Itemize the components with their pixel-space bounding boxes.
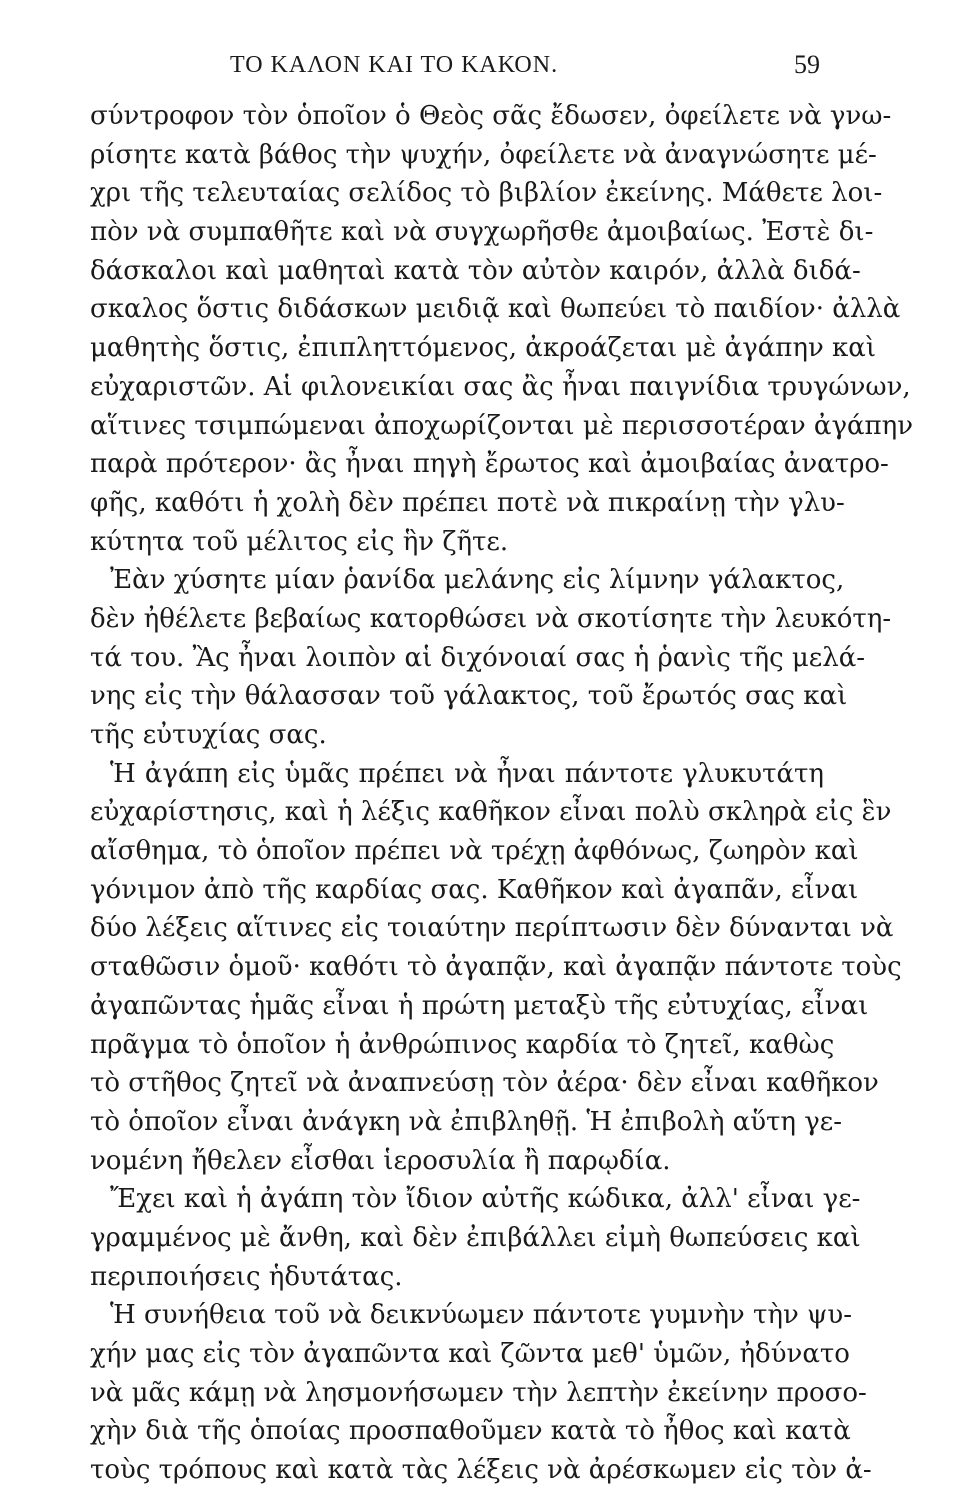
text-line: νὰ μᾶς κάμῃ νὰ λησμονήσωμεν τὴν λεπτὴν ἐκείνην προσο- <box>90 1377 867 1408</box>
text-line: τοὺς τρόπους καὶ κατὰ τὰς λέξεις νὰ ἀρέσκωμεν εἰς τὸν ἀ- <box>90 1455 872 1486</box>
text-line: νομένη ἤθελεν εἶσθαι ἱεροσυλία ἢ παρῳδία. <box>90 1145 671 1176</box>
text-line: εὐχαρίστησις, καὶ ἡ λέξις καθῆκον εἶναι πολὺ σκληρὰ εἰς ἓν <box>90 797 892 828</box>
text-line: τά του. Ἂς ἦναι λοιπὸν αἱ διχόνοιαί σας ἡ ῥανὶς τῆς μελά- <box>90 642 866 673</box>
text-line: φῆς, καθότι ἡ χολὴ δὲν πρέπει ποτὲ νὰ πικραίνῃ τὴν γλυ- <box>90 487 845 518</box>
text-line: ἀγαπῶντας ἡμᾶς εἶναι ἡ πρώτη μεταξὺ τῆς εὐτυχίας, εἶναι <box>90 990 869 1021</box>
text-line: αἴσθημα, τὸ ὁποῖον πρέπει νὰ τρέχῃ ἀφθόνως, ζωηρὸν καὶ <box>90 836 859 867</box>
text-line: τὸ ὁποῖον εἶναι ἀνάγκη νὰ ἐπιβληθῇ. Ἡ ἐπιβολὴ αὕτη γε- <box>90 1106 843 1137</box>
text-line: Ἡ ἀγάπη εἰς ὑμᾶς πρέπει νὰ ἦναι πάντοτε γλυκυτάτη <box>110 758 824 789</box>
text-line: παρὰ πρότερον· ἂς ἦναι πηγὴ ἔρωτος καὶ ἀμοιβαίας ἀνατρο- <box>90 449 889 480</box>
text-line: αἵτινες τσιμπώμεναι ἀποχωρίζονται μὲ περισσοτέραν ἀγάπην <box>90 410 914 441</box>
text-line: σύντροφον τὸν ὁποῖον ὁ Θεὸς σᾶς ἔδωσεν, ὀφείλετε νὰ γνω- <box>90 101 892 131</box>
page-number: 59 <box>794 50 820 79</box>
body-text <box>90 97 914 1490</box>
text-line: περιποιήσεις ἡδυτάτας. <box>90 1261 403 1292</box>
text-line: γραμμένος μὲ ἄνθη, καὶ δὲν ἐπιβάλλει εἰμὴ θωπεύσεις καὶ <box>90 1222 861 1253</box>
text-line: κύτητα τοῦ μέλιτος εἰς ἣν ζῆτε. <box>90 526 509 557</box>
text-line: γόνιμον ἀπὸ τῆς καρδίας σας. Καθῆκον καὶ ἀγαπᾶν, εἶναι <box>90 874 859 905</box>
text-line: εὐχαριστῶν. Αἱ φιλονεικίαι σας ἂς ἦναι παιγνίδια τρυγώνων, <box>90 371 911 402</box>
text-line: Ἡ συνήθεια τοῦ νὰ δεικνύωμεν πάντοτε γυμνὴν τὴν ψυ- <box>110 1300 853 1331</box>
text-line: δύο λέξεις αἵτινες εἰς τοιαύτην περίπτωσιν δὲν δύνανται νὰ <box>90 913 894 944</box>
text-line: χήν μας εἰς τὸν ἀγαπῶντα καὶ ζῶντα μεθ' ὑμῶν, ἠδύνατο <box>90 1339 850 1369</box>
text-line: πρᾶγμα τὸ ὁποῖον ἡ ἀνθρώπινος καρδία τὸ ζητεῖ, καθὼς <box>90 1029 835 1060</box>
text-line: τὸ στῆθος ζητεῖ νὰ ἀναπνεύσῃ τὸν ἀέρα· δὲν εἶναι καθῆκον <box>90 1068 879 1099</box>
text-line: μαθητὴς ὅστις, ἐπιπληττόμενος, ἀκροάζεται μὲ ἀγάπην καὶ <box>90 333 877 364</box>
text-line: Ἔχει καὶ ἡ ἀγάπη τὸν ἴδιον αὐτῆς κώδικα, ἀλλ' εἶναι γε- <box>110 1184 861 1215</box>
text-line: τῆς εὐτυχίας σας. <box>90 720 327 750</box>
text-line: σταθῶσιν ὁμοῦ· καθότι τὸ ἀγαπᾷν, καὶ ἀγαπᾷν πάντοτε τοὺς <box>90 952 902 983</box>
running-head: ΤΟ ΚΑΛΟΝ ΚΑΙ ΤΟ ΚΑΚΟΝ. <box>230 52 559 78</box>
text-line: Ἐὰν χύσητε μίαν ῥανίδα μελάνης εἰς λίμνην γάλακτος, <box>110 565 845 596</box>
text-line: νης εἰς τὴν θάλασσαν τοῦ γάλακτος, τοῦ ἔρωτός σας καὶ <box>90 681 848 712</box>
page-header <box>90 50 820 86</box>
text-line: δὲν ἠθέλετε βεβαίως κατορθώσει νὰ σκοτίσητε τὴν λευκότη- <box>90 603 892 634</box>
text-line: σκαλος ὅστις διδάσκων μειδιᾷ καὶ θωπεύει τὸ παιδίον· ἀλλὰ <box>90 294 901 325</box>
text-line: χρι τῆς τελευταίας σελίδος τὸ βιβλίον ἐκείνης. Μάθετε λοι- <box>90 178 883 209</box>
text-line: δάσκαλοι καὶ μαθηταὶ κατὰ τὸν αὐτὸν καιρόν, ἀλλὰ διδά- <box>90 255 861 286</box>
text-line: ρίσητε κατὰ βάθος τὴν ψυχήν, ὀφείλετε νὰ ἀναγνώσητε μέ- <box>90 139 877 170</box>
text-line: χὴν διὰ τῆς ὁποίας προσπαθοῦμεν κατὰ τὸ ἦθος καὶ κατὰ <box>90 1416 851 1447</box>
text-line: πὸν νὰ συμπαθῆτε καὶ νὰ συγχωρῆσθε ἀμοιβαίως. Ἐστὲ δι- <box>90 217 874 248</box>
